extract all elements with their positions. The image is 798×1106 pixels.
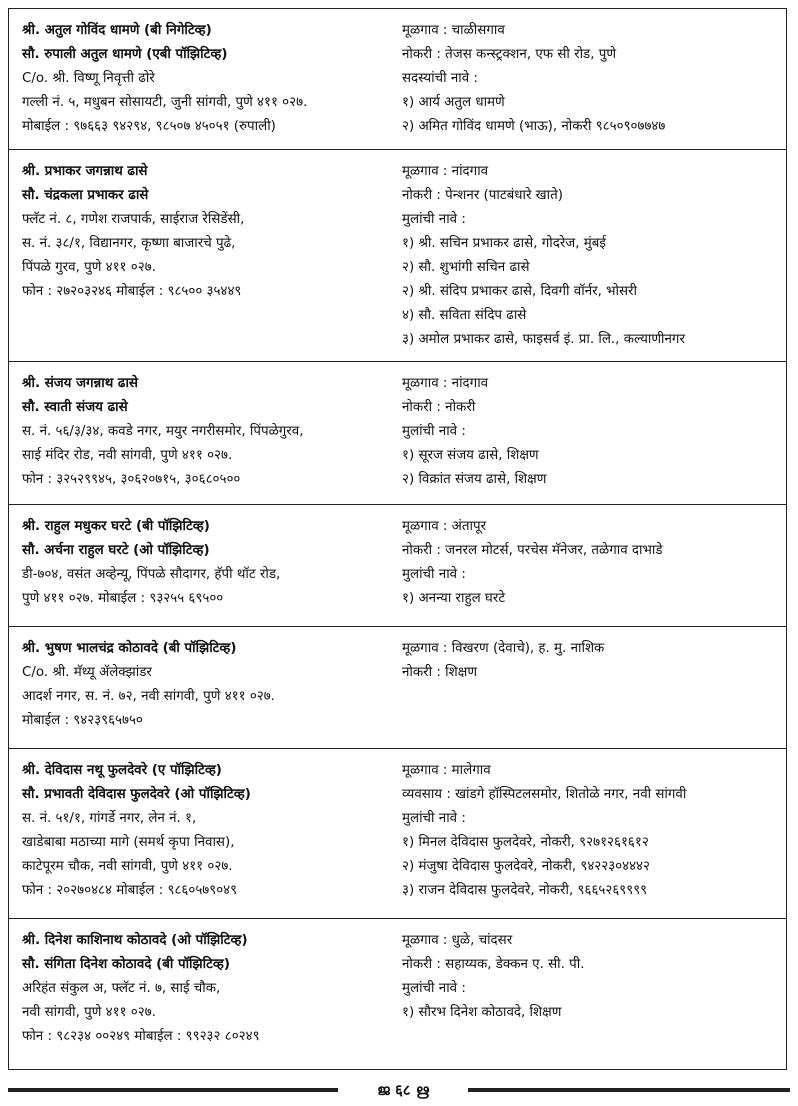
- entry-line: खाडेबाबा मठाच्या मागे (समर्थ कृपा निवास),: [22, 835, 235, 850]
- entry-line: फ्लॅट नं. ८, गणेश राजपार्क, साईराज रेसिडेंसी,: [22, 212, 245, 227]
- entry-7-contact: [22, 929, 398, 1049]
- entry-7-details: [402, 929, 782, 1025]
- entry-line: मूळगाव : धुळे, चांदसर: [402, 933, 513, 948]
- entry-line: C/o. श्री. मॅथ्यू ॲलेक्झांडर: [22, 665, 152, 680]
- entry-line: गल्ली नं. ५, मधुबन सोसायटी, जुनी सांगवी, पुणे ४११ ०२७.: [22, 95, 308, 110]
- entry-line: नोकरी : तेजस कन्स्ट्रक्शन, एफ सी रोड, पुणे: [402, 47, 617, 62]
- entry-line: मूळगाव : मालेगाव: [402, 763, 491, 778]
- entry-4-details: [402, 515, 782, 611]
- entry-line: फोन : ३२५२९९४५, ३०६२०७१५, ३०६८०५००: [22, 472, 241, 487]
- entry-6-details: [402, 759, 782, 903]
- entry-5-contact: [22, 637, 398, 733]
- entry-line: श्री. संजय जगन्नाथ ढासे: [22, 376, 138, 391]
- entry-line: नवी सांगवी, पुणे ४११ ०२७.: [22, 1005, 156, 1020]
- footer-rule-right: [468, 1088, 790, 1092]
- footer-rule-left: [8, 1088, 338, 1092]
- page-footer: [8, 1078, 790, 1102]
- entry-line: आदर्श नगर, स. नं. ७२, नवी सांगवी, पुणे ४११ ०२७.: [22, 689, 275, 704]
- entry-line: श्री. भुषण भालचंद्र कोठावदे (बी पॉझिटिव्ह): [22, 641, 237, 656]
- entry-line: फोन : ९८२३४ ००२४९ मोबाईल : ९९२३२ ८०२४९: [22, 1029, 260, 1044]
- entry-line: सौ. संगिता दिनेश कोठावदे (बी पॉझिटिव्ह): [22, 957, 230, 972]
- entry-line: सौ. रुपाली अतुल धामणे (एबी पॉझिटिव्ह): [22, 47, 228, 62]
- entry-line: सौ. प्रभावती देविदास फुलदेवरे (ओ पॉझिटिव्ह): [22, 787, 251, 802]
- entry-line: १) मिनल देविदास फुलदेवरे, नोकरी, ९२७१२६१६१२: [402, 835, 649, 850]
- entry-line: श्री. अतुल गोविंद धामणे (बी निगेटिव्ह): [22, 23, 212, 38]
- entry-line: २) श्री. संदिप प्रभाकर ढासे, दिवगी वॉर्नर, भोसरी: [402, 284, 637, 299]
- entry-line: नोकरी : शिक्षण: [402, 665, 478, 680]
- entry-5: [9, 627, 786, 749]
- entry-line: मुलांची नावे :: [402, 212, 466, 227]
- entry-line: श्री. दिनेश काशिनाथ कोठावदे (ओ पॉझिटिव्ह): [22, 933, 248, 948]
- entry-line: १) श्री. सचिन प्रभाकर ढासे, गोदरेज, मुंबई: [402, 236, 606, 251]
- entry-line: पिंपळे गुरव, पुणे ४११ ०२७.: [22, 260, 156, 275]
- entry-5-details: [402, 637, 782, 685]
- entry-line: सदस्यांची नावे :: [402, 71, 478, 86]
- entry-line: नोकरी : सहाय्यक, डेक्कन ए. सी. पी.: [402, 957, 585, 972]
- entry-line: नोकरी : पेन्शनर (पाटबंधारे खाते): [402, 188, 563, 203]
- entry-line: मुलांची नावे :: [402, 424, 466, 439]
- entry-line: मोबाईल : ९७६६३ ९४२९४, ९८५०७ ४५०५१ (रुपाली): [22, 119, 276, 134]
- entry-line: मुलांची नावे :: [402, 981, 466, 996]
- entry-line: नोकरी : नोकरी: [402, 400, 476, 415]
- entry-line: मूळगाव : चाळीसगाव: [402, 23, 505, 38]
- entry-line: १) सौरभ दिनेश कोठावदे, शिक्षण: [402, 1005, 562, 1020]
- entry-line: सौ. चंद्रकला प्रभाकर ढासे: [22, 188, 149, 203]
- entry-3-details: [402, 372, 782, 492]
- entry-1-contact: [22, 19, 398, 139]
- entry-line: मूळगाव : विखरण (देवाचे), ह. मु. नाशिक: [402, 641, 605, 656]
- entry-6-contact: [22, 759, 398, 903]
- entry-line: २) विक्रांत संजय ढासे, शिक्षण: [402, 472, 547, 487]
- entry-line: श्री. राहुल मधुकर घरटे (बी पॉझिटिव्ह): [22, 519, 210, 534]
- page-number: ജ ६८ ഋ: [377, 1081, 429, 1099]
- entry-4-contact: [22, 515, 398, 611]
- entry-line: ४) सौ. सविता संदिप ढासे: [402, 308, 527, 323]
- entry-line: साई मंदिर रोड, नवी सांगवी, पुणे ४११ ०२७.: [22, 448, 233, 463]
- entry-line: पुणे ४११ ०२७. मोबाईल : ९३२५५ ६९५००: [22, 591, 224, 606]
- entry-line: मुलांची नावे :: [402, 811, 466, 826]
- entry-6: [9, 749, 786, 919]
- entry-line: मूळगाव : नांदगाव: [402, 164, 489, 179]
- entry-line: १) अनन्या राहुल घरटे: [402, 591, 506, 606]
- entry-1-details: [402, 19, 782, 139]
- entry-line: ३) अमोल प्रभाकर ढासे, फाइसर्व इं. प्रा. लि., कल्याणीनगर: [402, 332, 685, 347]
- entry-3-contact: [22, 372, 398, 492]
- entry-2-contact: [22, 160, 398, 304]
- entry-line: १) सूरज संजय ढासे, शिक्षण: [402, 448, 539, 463]
- entry-line: ३) राजन देविदास फुलदेवरे, नोकरी, ९६६५२६९९९९: [402, 883, 648, 898]
- entry-line: काटेपूरम चौक, नवी सांगवी, पुणे ४११ ०२७.: [22, 859, 233, 874]
- entry-line: अरिहंत संकुल अ, फ्लॅट नं. ७, साई चौक,: [22, 981, 221, 996]
- entry-4: [9, 505, 786, 627]
- entry-line: स. नं. ३८/१, विद्यानगर, कृष्णा बाजारचे पुढे,: [22, 236, 236, 251]
- entry-line: श्री. प्रभाकर जगन्नाथ ढासे: [22, 164, 148, 179]
- entry-2: [9, 150, 786, 362]
- entry-line: मूळगाव : अंतापूर: [402, 519, 487, 534]
- entry-line: मोबाईल : ९४२३९६५७५०: [22, 713, 143, 728]
- entry-line: २) अमित गोविंद धामणे (भाऊ), नोकरी ९८५०९०७७४७: [402, 119, 666, 134]
- entry-line: सौ. अर्चना राहुल घरटे (ओ पॉझिटिव्ह): [22, 543, 210, 558]
- entry-7: [9, 919, 786, 1069]
- entry-line: २) मंजुषा देविदास फुलदेवरे, नोकरी, ९४२२३०४४४२: [402, 859, 650, 874]
- entry-line: स. नं. ५६/३/३४, कवडे नगर, मयुर नगरीसमोर, पिंपळेगुरव,: [22, 424, 304, 439]
- entry-line: स. नं. ५१/१, गांगर्डे नगर, लेन नं. १,: [22, 811, 197, 826]
- entry-line: फोन : २०२७०४८४ मोबाईल : ९८६०५७९०४९: [22, 883, 238, 898]
- entry-line: मूळगाव : नांदगाव: [402, 376, 489, 391]
- entry-line: C/o. श्री. विष्णू निवृत्ती ढोरे: [22, 71, 155, 86]
- entry-2-details: [402, 160, 782, 352]
- entry-line: डी-७०४, वसंत अव्हेन्यू, पिंपळे सौदागर, हॅपी थॉट रोड,: [22, 567, 281, 582]
- entry-3: [9, 362, 786, 505]
- entry-line: मुलांची नावे :: [402, 567, 466, 582]
- entry-line: नोकरी : जनरल मोटर्स, परचेस मॅनेजर, तळेगाव दाभाडे: [402, 543, 663, 558]
- entry-line: व्यवसाय : खांडगे हॉस्पिटलसमोर, शितोळे नगर, नवी सांगवी: [402, 787, 687, 802]
- entry-line: २) सौ. शुभांगी सचिन ढासे: [402, 260, 530, 275]
- entry-line: १) आर्य अतुल धामणे: [402, 95, 505, 110]
- directory-frame: [8, 8, 787, 1070]
- entry-1: [9, 9, 786, 150]
- entry-line: श्री. देविदास नथू फुलदेवरे (ए पॉझिटिव्ह): [22, 763, 222, 778]
- entry-line: सौ. स्वाती संजय ढासे: [22, 400, 128, 415]
- entry-line: फोन : २७२०३२४६ मोबाईल : ९८५०० ३५४४९: [22, 284, 242, 299]
